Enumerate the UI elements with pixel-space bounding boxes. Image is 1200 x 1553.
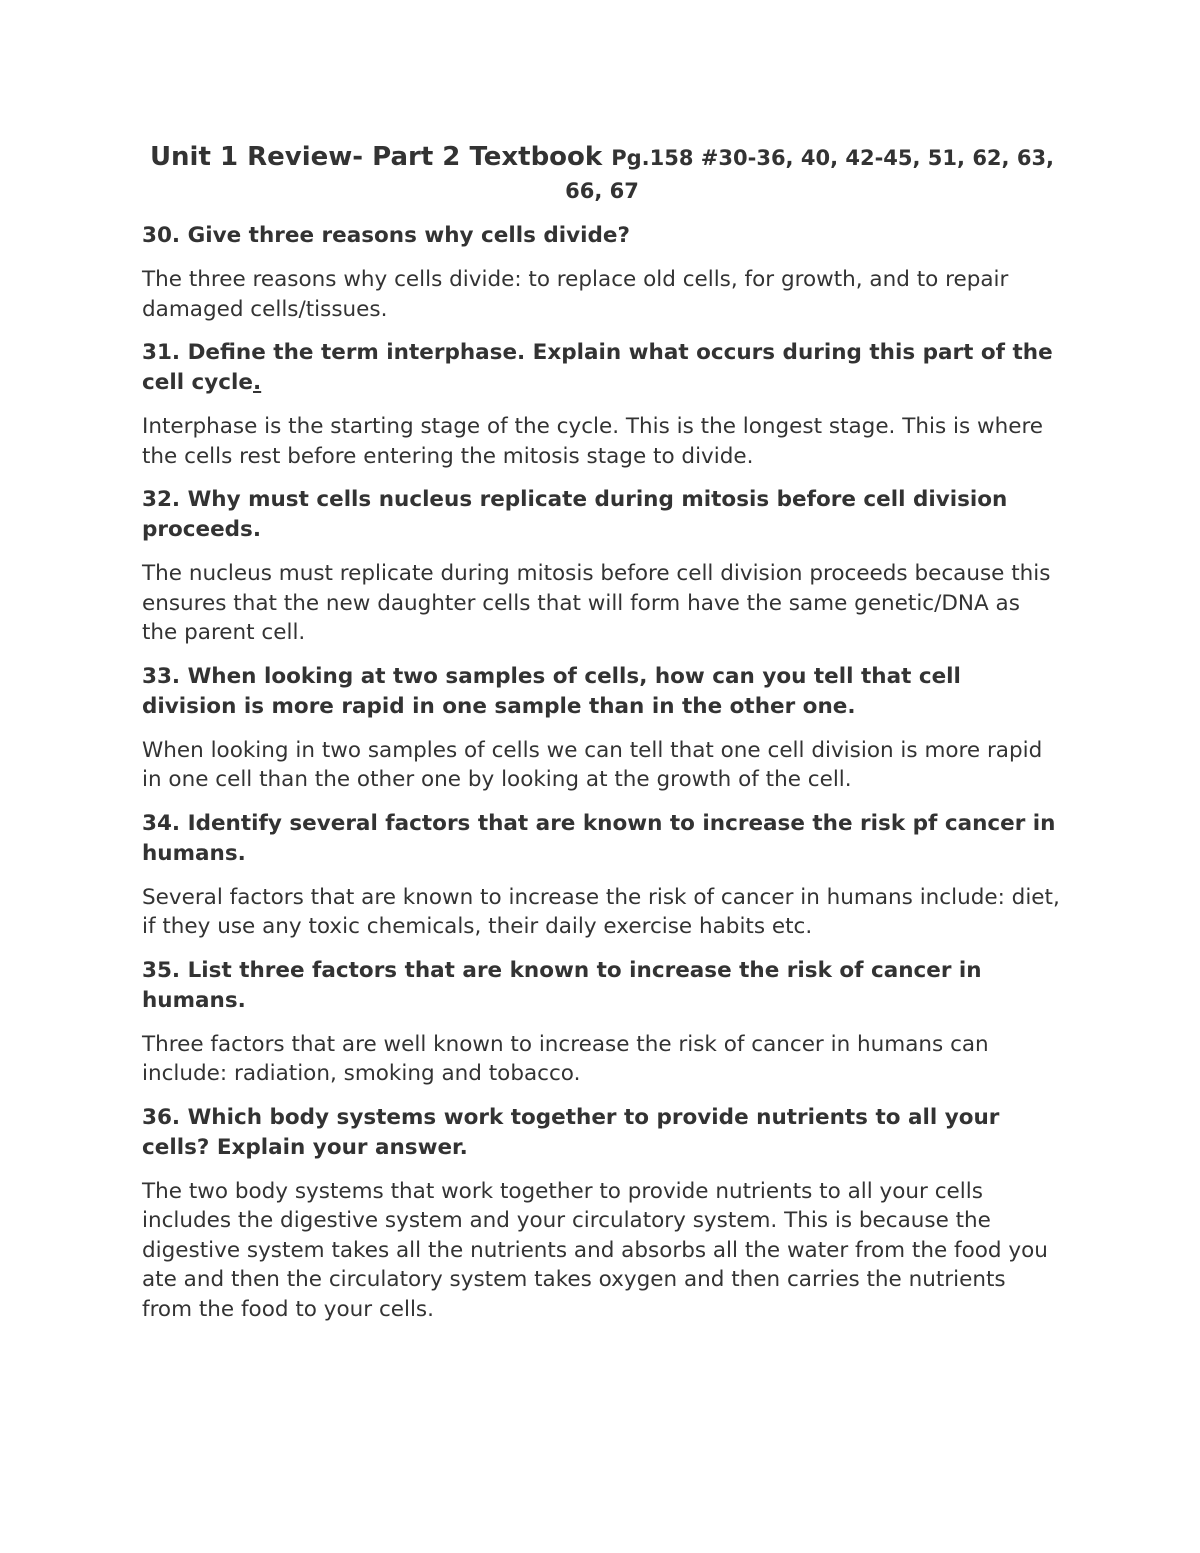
answer-32: The nucleus must replicate during mitosis before cell division proceeds because this ensures that the new daughter cells that will form have the same genetic/DNA as the parent cell. xyxy=(142,561,1051,645)
question-33: 33. When looking at two samples of cells, how can you tell that cell division is more rapid in one sample than in the other one. xyxy=(142,663,961,719)
question-34: 34. Identify several factors that are known to increase the risk pf cancer in humans. xyxy=(142,810,1056,866)
answer-36: The two body systems that work together to provide nutrients to all your cells includes the digestive system and your circulatory system. This is because the digestive system takes all the nutrients and absorbs all the water from the food you ate and then the circulatory system takes oxygen and then carries the nutrients from the food to your cells. xyxy=(142,1178,1048,1322)
answer-35: Three factors that are well known to increase the risk of cancer in humans can include: radiation, smoking and tobacco. xyxy=(142,1031,989,1086)
title-sub: Pg.158 #30-36, 40, 42-45, 51, 62, 63, 66, 67 xyxy=(565,146,1055,203)
document-page xyxy=(142,141,1062,1338)
question-31-period: . xyxy=(253,370,262,395)
question-32: 32. Why must cells nucleus replicate during mitosis before cell division proceeds. xyxy=(142,487,1008,542)
question-31 xyxy=(142,338,1062,398)
title-main: Unit 1 Review- Part 2 Textbook xyxy=(149,142,612,172)
answer-34: Several factors that are known to increase the risk of cancer in humans include: diet, if they use any toxic chemicals, their daily exercise habits etc. xyxy=(142,884,1060,939)
question-30: 30. Give three reasons why cells divide? xyxy=(142,223,630,248)
question-35: 35. List three factors that are known to increase the risk of cancer in humans. xyxy=(142,957,982,1013)
answer-30: The three reasons why cells divide: to replace old cells, for growth, and to repair damaged cells/tissues. xyxy=(142,267,1009,322)
answer-31: Interphase is the starting stage of the cycle. This is the longest stage. This is where the cells rest before entering the mitosis stage to divide. xyxy=(142,414,1044,469)
answer-33: When looking in two samples of cells we can tell that one cell division is more rapid in one cell than the other one by looking at the growth of the cell. xyxy=(142,737,1043,792)
question-36: 36. Which body systems work together to provide nutrients to all your cells? Explain your answer. xyxy=(142,1104,1000,1160)
document-title xyxy=(142,141,1062,207)
question-31-text: 31. Define the term interphase. Explain what occurs during this part of the cell cycle xyxy=(142,340,1053,395)
